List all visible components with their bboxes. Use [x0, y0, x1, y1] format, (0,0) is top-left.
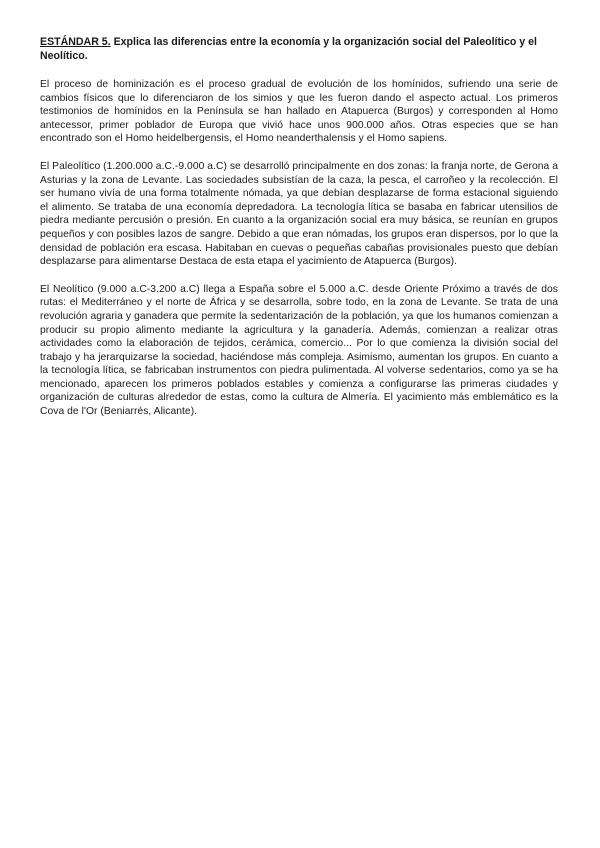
paragraph-neolithic: El Neolítico (9.000 a.C-3.200 a.C) llega a España sobre el 5.000 a.C. desde Oriente Próximo a través de dos rutas: el Mediterráneo y el norte de África y se desarrolla, sobre todo, en la zona de Levante. Se trata de una revolución agraria y ganadera que permite la sedentarización de la población, ya que los humanos comienzan a producir su propio alimento mediante la agricultura y la ganadería. Además, comienzan a realizar otras actividades como la elaboración de tejidos, cerámica, comercio... Por lo que comienza la división social del trabajo y ha jerarquizarse la sociedad, haciéndose más compleja. Asimismo, aumentan los grupos. En cuanto a la tecnología lítica, se fabricaban instrumentos con piedra pulimentada. Al volverse sedentarios, como ya se ha mencionado, aparecen los primeros poblados estables y comienza a configurarse las primeras ciudades y organización de culturas alrededor de estas, como la cultura de Almería. El yacimiento más emblemático es la Cova de l'Or (Beniarrés, Alicante). [40, 283, 558, 418]
standard-label: ESTÁNDAR 5. [40, 36, 111, 48]
paragraph-hominization: El proceso de hominización es el proceso gradual de evolución de los homínidos, sufriendo una serie de cambios físicos que lo diferenciaron de los simios y que les fueron dando el aspecto actual. Los primeros testimonios de homínidos en la Península se han hallado en Atapuerca (Burgos) y corresponden al Homo antecessor, primer poblador de Europa que vivió hace unos 900.000 años. Otras especies que se han encontrado son el Homo heidelbergensis, el Homo neanderthalensis y el Homo sapiens. [40, 79, 558, 145]
document-page [40, 35, 558, 433]
paragraph-paleolithic: El Paleolítico (1.200.000 a.C.-9.000 a.C) se desarrolló principalmente en dos zonas: la franja norte, de Gerona a Asturias y la zona de Levante. Las sociedades subsistían de la caza, la pesca, el carroñeo y la recolección. El ser humano vivía de una forma totalmente nómada, ya que debían desplazarse de forma estacional siguiendo el alimento. Se trataba de una economía depredadora. La tecnología lítica se basaba en fabricar utensilios de piedra mediante percusión o presión. En cuanto a la organización social era muy básica, se reunían en grupos pequeños y con posibles lazos de sangre. Debido a que eran nómadas, los grupos eran dispersos, por lo que la densidad de población era escasa. Habitaban en cuevas o pequeñas cabañas provisionales puesto que debían desplazarse para alimentarse Destaca de esta etapa el yacimiento de Atapuerca (Burgos). [40, 160, 558, 268]
standard-question: Explica las diferencias entre la economía y la organización social del Paleolítico y el Neolítico. [40, 36, 537, 62]
standard-heading [40, 35, 558, 63]
